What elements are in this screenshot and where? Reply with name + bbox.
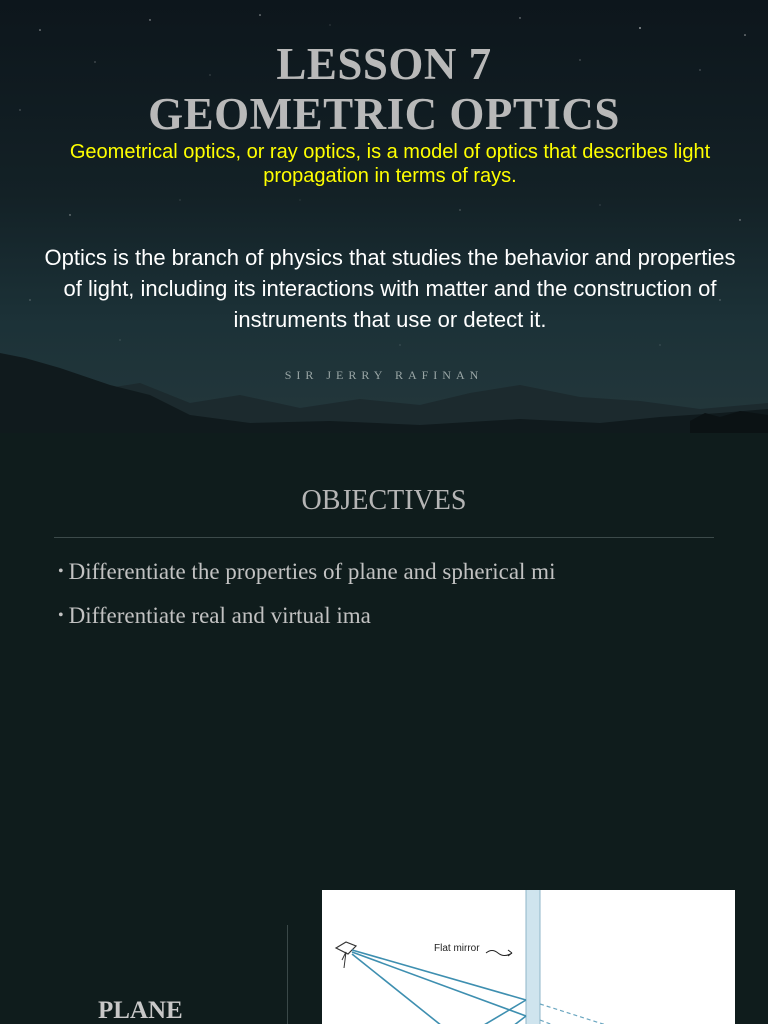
flat-mirror-label: Flat mirror xyxy=(434,943,480,954)
title-slide xyxy=(0,0,768,433)
plane-heading: PLANE xyxy=(98,997,183,1024)
flat-mirror-diagram xyxy=(322,890,735,1024)
vertical-divider xyxy=(287,925,288,1024)
objectives-divider xyxy=(54,537,714,538)
lesson-title: GEOMETRIC OPTICS xyxy=(148,89,620,139)
objective-text: Differentiate real and virtual ima xyxy=(68,603,371,628)
plane-mirror-slide xyxy=(0,865,768,1024)
optics-definition: Optics is the branch of physics that studies the behavior and properties of light, including its interactions with matter and the construction of instruments that use or detect it. xyxy=(44,245,736,332)
objective-item xyxy=(58,559,658,585)
objective-text: Differentiate the properties of plane and spherical mi xyxy=(68,559,556,584)
objectives-title: OBJECTIVES xyxy=(301,485,467,516)
lesson-subtitle: Geometrical optics, or ray optics, is a model of optics that describes light propagation in terms of rays. xyxy=(69,141,711,187)
bullet-icon: • xyxy=(58,563,64,580)
author-name: SIR JERRY RAFINAN xyxy=(284,368,484,382)
bullet-icon: • xyxy=(58,607,64,624)
lesson-number-title: LESSON 7 xyxy=(276,39,492,89)
ray-diagram xyxy=(322,890,735,1024)
objective-item xyxy=(58,603,438,629)
objectives-slide xyxy=(0,433,768,865)
